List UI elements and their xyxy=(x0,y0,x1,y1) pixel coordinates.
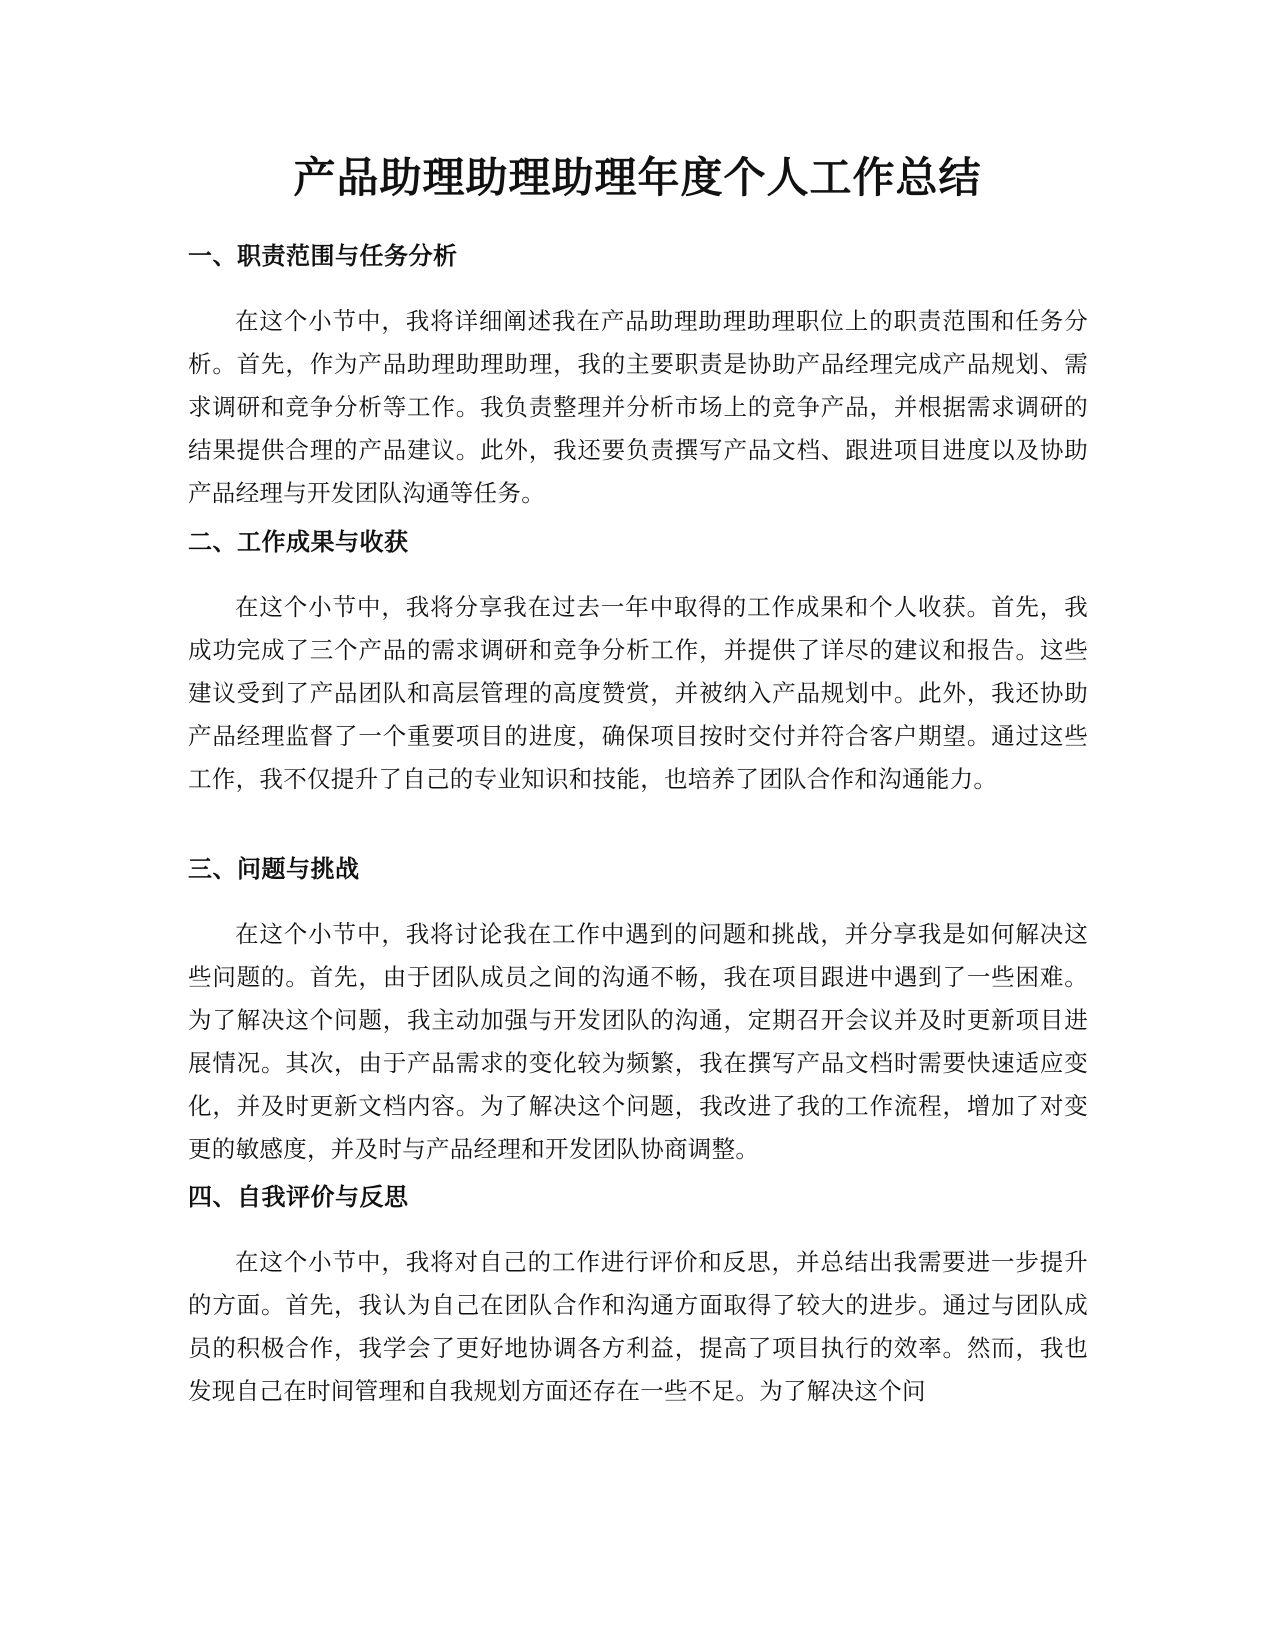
section-responsibilities xyxy=(188,236,1088,515)
section-self-evaluation xyxy=(188,1177,1088,1413)
section-paragraph: 在这个小节中，我将详细阐述我在产品助理助理助理职位上的职责范围和任务分析。首先，作为产品助理助理助理，我的主要职责是协助产品经理完成产品规划、需求调研和竞争分析等工作。我负责整理并分析市场上的竞争产品，并根据需求调研的结果提供合理的产品建议。此外，我还要负责撰写产品文档、跟进项目进度以及协助产品经理与开发团队沟通等任务。 xyxy=(188,307,1088,507)
section-heading: 二、工作成果与收获 xyxy=(188,528,409,556)
section-paragraph: 在这个小节中，我将讨论我在工作中遇到的问题和挑战，并分享我是如何解决这些问题的。首先，由于团队成员之间的沟通不畅，我在项目跟进中遇到了一些困难。为了解决这个问题，我主动加强与开发团队的沟通，定期召开会议并及时更新项目进展情况。其次，由于产品需求的变化较为频繁，我在撰写产品文档时需要快速适应变化，并及时更新文档内容。为了解决这个问题，我改进了我的工作流程，增加了对变更的敏感度，并及时与产品经理和开发团队协商调整。 xyxy=(188,920,1088,1163)
section-paragraph: 在这个小节中，我将对自己的工作进行评价和反思，并总结出我需要进一步提升的方面。首先，我认为自己在团队合作和沟通方面取得了较大的进步。通过与团队成员的积极合作，我学会了更好地协调各方利益，提高了项目执行的效率。然而，我也发现自己在时间管理和自我规划方面还存在一些不足。为了解决这个问 xyxy=(188,1248,1088,1405)
section-problems-challenges xyxy=(188,849,1088,1171)
section-heading: 四、自我评价与反思 xyxy=(188,1183,409,1211)
section-heading: 三、问题与挑战 xyxy=(188,855,360,883)
document-title: 产品助理助理助理年度个人工作总结 xyxy=(293,153,982,202)
section-heading: 一、职责范围与任务分析 xyxy=(188,242,458,270)
section-achievements xyxy=(188,522,1088,801)
section-paragraph: 在这个小节中，我将分享我在过去一年中取得的工作成果和个人收获。首先，我成功完成了三个产品的需求调研和竞争分析工作，并提供了详尽的建议和报告。这些建议受到了产品团队和高层管理的高度赞赏，并被纳入产品规划中。此外，我还协助产品经理监督了一个重要项目的进度，确保项目按时交付并符合客户期望。通过这些工作，我不仅提升了自己的专业知识和技能，也培养了团队合作和沟通能力。 xyxy=(188,593,1088,793)
